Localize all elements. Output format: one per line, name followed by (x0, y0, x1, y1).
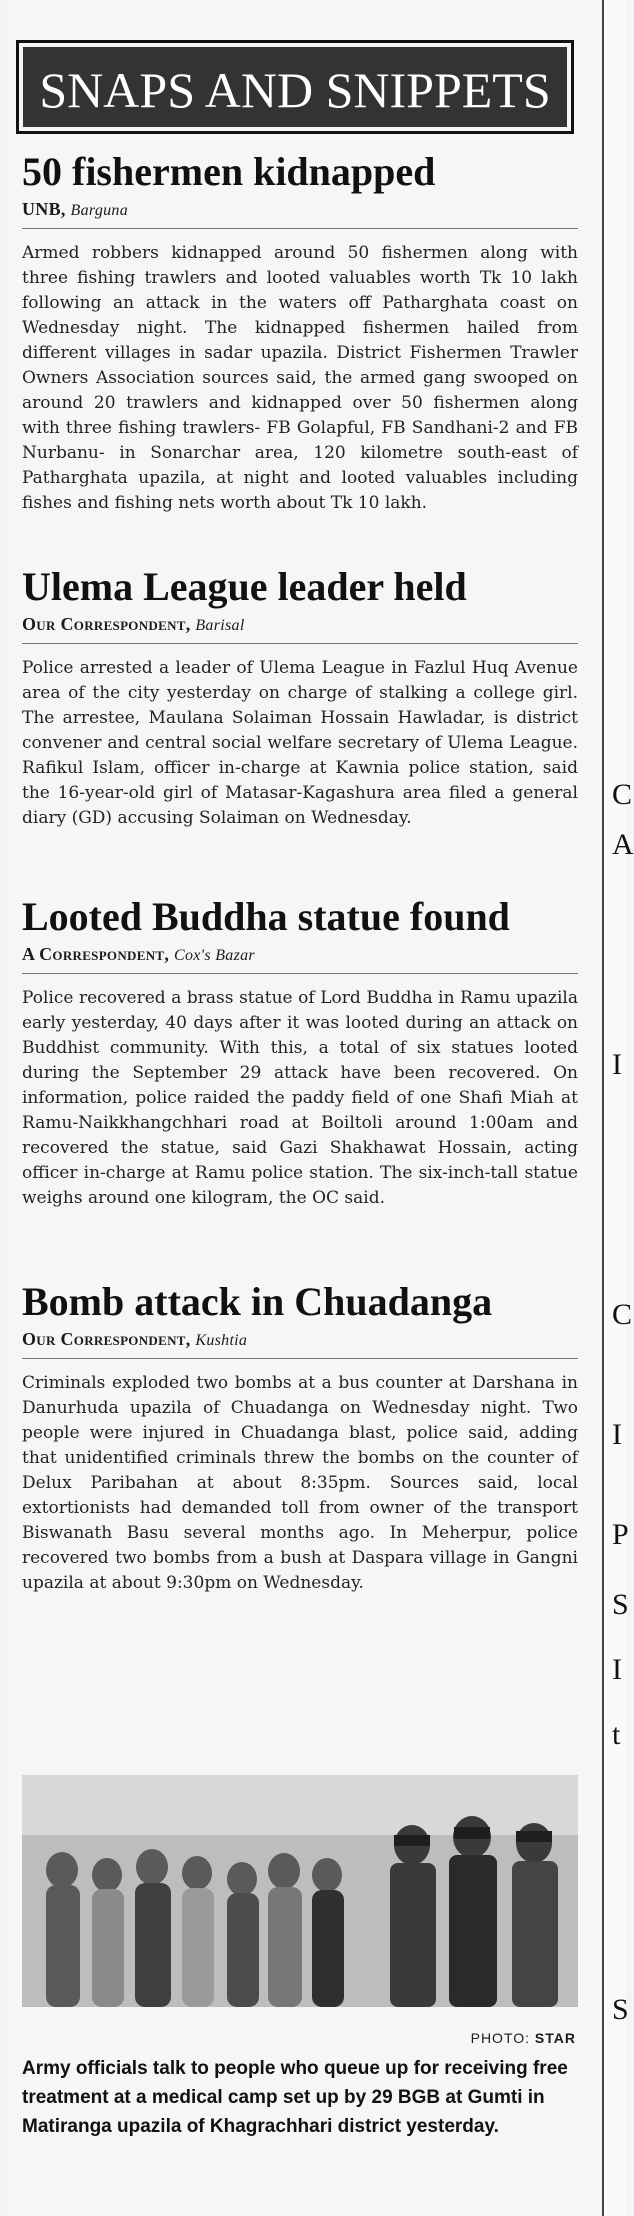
article-bomb-attack (22, 1280, 578, 1596)
article-body: Criminals exploded two bombs at a bus counter at Darshana in Danurhuda upazila of Chuadanga on Wednesday night. Two people were injured in Chuadanga blast, police said, adding that unidentified criminals threw the bombs on the counter of Delux Paribahan at about 8:35pm. Sources said, local extortionists had demanded toll from owner of the transport Biswanath Basu several months ago. In Meherpur, police recovered two bombs from a bush at Daspara village in Gangni upazila at about 9:30pm on Wednesday. (22, 1373, 578, 1593)
article-body: Police recovered a brass statue of Lord Buddha in Ramu upazila early yesterday, 40 days after it was looted during an attack on Buddhist community. With this, a total of six statues looted during the September 29 attack have been recovered. On information, police raided the paddy field of one Shafi Miah at Ramu-Naikkhangchhari road at Boiltoli around 1:00am and recovered the statue, said Gazi Shakhawat Hossain, acting officer in-charge at Ramu police station. The six-inch-tall statue weighs around one kilogram, the OC said. (22, 988, 578, 1208)
article-headline: Bomb attack in Chuadanga (22, 1279, 493, 1324)
gutter-fragment: C (612, 1298, 633, 1331)
section-banner (16, 40, 574, 134)
byline-source: A Correspondent, (22, 944, 170, 964)
byline-source: UNB, (22, 199, 66, 219)
article-headline: 50 fishermen kidnapped (22, 149, 436, 194)
news-photo (22, 1775, 578, 2007)
article-headline: Ulema League leader held (22, 564, 467, 609)
photo-credit (471, 2030, 576, 2046)
gutter-fragment: S (612, 1993, 629, 2026)
gutter-fragment: C (612, 778, 633, 811)
article-headline: Looted Buddha statue found (22, 894, 510, 939)
article-byline (22, 943, 578, 974)
gutter-fragment: A (612, 828, 634, 861)
article-fishermen (22, 150, 578, 516)
article-body: Armed robbers kidnapped around 50 fishermen along with three fishing trawlers and looted valuables worth Tk 10 lakh following an attack in the waters off Patharghata coast on Wednesday night. The kidnapped fishermen hailed from different villages in sadar upazila. District Fishermen Trawler Owners Association sources said, the armed gang swooped on around 20 trawlers and kidnapped over 50 fishermen along with three fishing trawlers- FB Golapful, FB Sandhani-2 and FB Nurbanu- in Sonarchar area, 120 kilometre south-east of Patharghata upazila, at night and looted valuables including fishes and fishing nets worth about Tk 10 lakh. (22, 243, 578, 513)
article-byline (22, 198, 578, 229)
adjacent-column-edge (602, 0, 626, 2216)
byline-location: Cox's Bazar (173, 947, 255, 964)
article-body: Police arrested a leader of Ulema League in Fazlul Huq Avenue area of the city yesterday on charge of stalking a college girl. The arrestee, Maulana Solaiman Hossain Hawladar, is district convener and central social welfare secretary of Ulema League. Rafikul Islam, officer in-charge at Kawnia police station, said the 16-year-old girl of Matasar-Kagashura area filed a general diary (GD) accusing Solaiman on Wednesday. (22, 658, 578, 828)
byline-location: Barguna (70, 202, 129, 219)
article-buddha-statue (22, 895, 578, 1211)
gutter-fragment: I (612, 1653, 622, 1686)
byline-source: Our Correspondent, (22, 614, 191, 634)
gutter-fragment: I (612, 1048, 622, 1081)
section-title: SNAPS AND SNIPPETS (39, 62, 551, 118)
gutter-fragment: S (612, 1588, 629, 1621)
article-ulema-league (22, 565, 578, 831)
byline-location: Kushtia (195, 1332, 248, 1349)
photo-credit-source: STAR (534, 2030, 576, 2046)
photo-caption: Army officials talk to people who queue up for receiving free treatment at a medical camp set up by 29 BGB at Gumti in Matiranga upazila of Khagrachhari district yesterday. (22, 2058, 568, 2137)
gutter-fragment: P (612, 1518, 629, 1551)
byline-location: Barisal (195, 617, 245, 634)
byline-source: Our Correspondent, (22, 1329, 191, 1349)
article-byline (22, 613, 578, 644)
photo-illustration (22, 1775, 578, 2007)
article-byline (22, 1328, 578, 1359)
gutter-fragment: t (612, 1718, 621, 1751)
photo-credit-label: PHOTO: (470, 2030, 531, 2046)
gutter-fragment: I (612, 1418, 622, 1451)
